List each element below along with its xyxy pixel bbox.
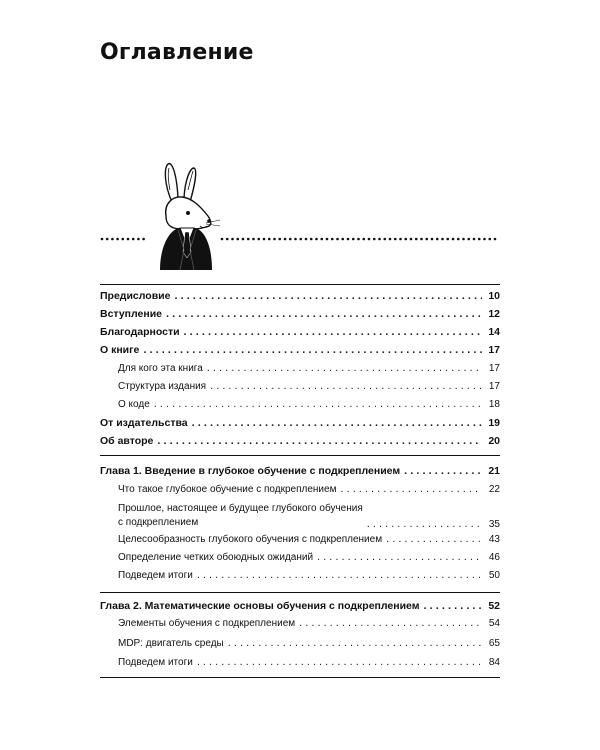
toc-entry-page: 18	[488, 399, 500, 410]
dot-leader	[424, 601, 482, 612]
toc-entry-page: 35	[488, 519, 500, 530]
toc-entry-title: Подведем итоги	[118, 570, 193, 581]
toc-subentry[interactable]	[100, 484, 500, 495]
toc-entry-page: 43	[488, 534, 500, 545]
toc-entry-title-line2: с подкреплением	[118, 517, 199, 528]
dot-leader	[299, 618, 482, 629]
dotted-line-right	[220, 237, 500, 241]
toc-subentry[interactable]	[100, 618, 500, 629]
toc-subentry[interactable]	[100, 381, 500, 392]
toc-entry-page: 17	[488, 344, 500, 356]
toc-entry-page: 20	[488, 435, 500, 447]
toc-entry-page: 19	[488, 417, 500, 429]
dot-leader	[197, 657, 482, 668]
dot-leader	[166, 309, 482, 320]
toc-entry-page: 84	[488, 657, 500, 668]
section-rule-chapter1	[100, 455, 500, 456]
toc-chapter-1[interactable]	[100, 465, 500, 477]
toc-entry-from-publisher[interactable]	[100, 417, 500, 429]
toc-subentry[interactable]	[100, 657, 500, 668]
toc-entry-page: 65	[488, 638, 500, 649]
rabbit-mascot-illustration	[150, 160, 230, 270]
toc-entry-page: 14	[488, 326, 500, 338]
toc-entry-title: Об авторе	[100, 435, 154, 447]
dot-leader	[197, 570, 482, 581]
toc-entry-page: 22	[488, 484, 500, 495]
toc-entry-page: 21	[488, 465, 500, 477]
toc-entry-page: 17	[488, 363, 500, 374]
toc-entry-title: Целесообразность глубокого обучения с подкреплением	[118, 534, 383, 545]
dot-leader	[157, 436, 482, 447]
dot-leader	[174, 291, 482, 302]
toc-entry-title: MDP: двигатель среды	[118, 638, 224, 649]
toc-entry-title: Предисловие	[100, 290, 171, 302]
toc-entry-page: 12	[488, 308, 500, 320]
dot-leader	[340, 484, 482, 495]
dot-leader	[192, 418, 482, 429]
section-rule-top	[100, 284, 500, 285]
toc-entry-page: 17	[488, 381, 500, 392]
toc-entry-title: Вступление	[100, 308, 163, 320]
toc-entry-title: Глава 2. Математические основы обучения с подкреплением	[100, 600, 420, 612]
toc-subentry[interactable]	[100, 638, 500, 649]
toc-entry-title: Глава 1. Введение в глубокое обучение с подкреплением	[100, 465, 401, 477]
toc-entry-page: 54	[488, 618, 500, 629]
toc-entry-preface[interactable]	[100, 290, 500, 302]
toc-entry-title: От издательства	[100, 417, 188, 429]
toc-entry-title: Для кого эта книга	[118, 363, 203, 374]
toc-entry-page: 52	[488, 600, 500, 612]
toc-entry-title: О коде	[118, 399, 150, 410]
dot-leader	[154, 399, 482, 410]
toc-subentry[interactable]	[100, 363, 500, 374]
dot-leader	[317, 552, 482, 563]
toc-entry-title: Структура издания	[118, 381, 207, 392]
dot-leader	[210, 381, 482, 392]
toc-entry-title: Подведем итоги	[118, 657, 193, 668]
section-rule-bottom	[100, 677, 500, 678]
dot-leader	[228, 638, 482, 649]
toc-chapter-2[interactable]	[100, 600, 500, 612]
toc-entry-page: 10	[488, 290, 500, 302]
toc-subentry[interactable]	[100, 552, 500, 563]
toc-entry-about-author[interactable]	[100, 435, 500, 447]
page-title: Оглавление	[100, 40, 254, 65]
toc-entry-about-book[interactable]	[100, 344, 500, 356]
toc-entry-introduction[interactable]	[100, 308, 500, 320]
toc-subentry[interactable]	[100, 399, 500, 410]
toc-entry-title-line1: Прошлое, настоящее и будущее глубокого обучения	[118, 503, 363, 514]
toc-entry-title: О книге	[100, 344, 140, 356]
dot-leader	[184, 327, 482, 338]
toc-subentry[interactable]	[100, 534, 500, 545]
toc-subentry-multiline[interactable]	[100, 502, 500, 530]
toc-entry-page: 46	[488, 552, 500, 563]
dot-leader	[367, 519, 482, 530]
toc-entry-title: Благодарности	[100, 326, 180, 338]
toc-entry-title: Элементы обучения с подкреплением	[118, 618, 296, 629]
dot-leader	[207, 363, 482, 374]
toc-subentry[interactable]	[100, 570, 500, 581]
mascot-divider	[100, 160, 500, 270]
dot-leader	[404, 466, 482, 477]
toc-entry-title	[118, 502, 363, 530]
dotted-line-left	[100, 237, 146, 241]
toc-entry-page: 50	[488, 570, 500, 581]
toc-entry-title: Что такое глубокое обучение с подкреплением	[118, 484, 337, 495]
dot-leader	[143, 345, 482, 356]
toc-entry-title: Определение четких обоюдных ожиданий	[118, 552, 314, 563]
section-rule-chapter2	[100, 592, 500, 593]
dot-leader	[386, 534, 482, 545]
toc-entry-acknowledgements[interactable]	[100, 326, 500, 338]
